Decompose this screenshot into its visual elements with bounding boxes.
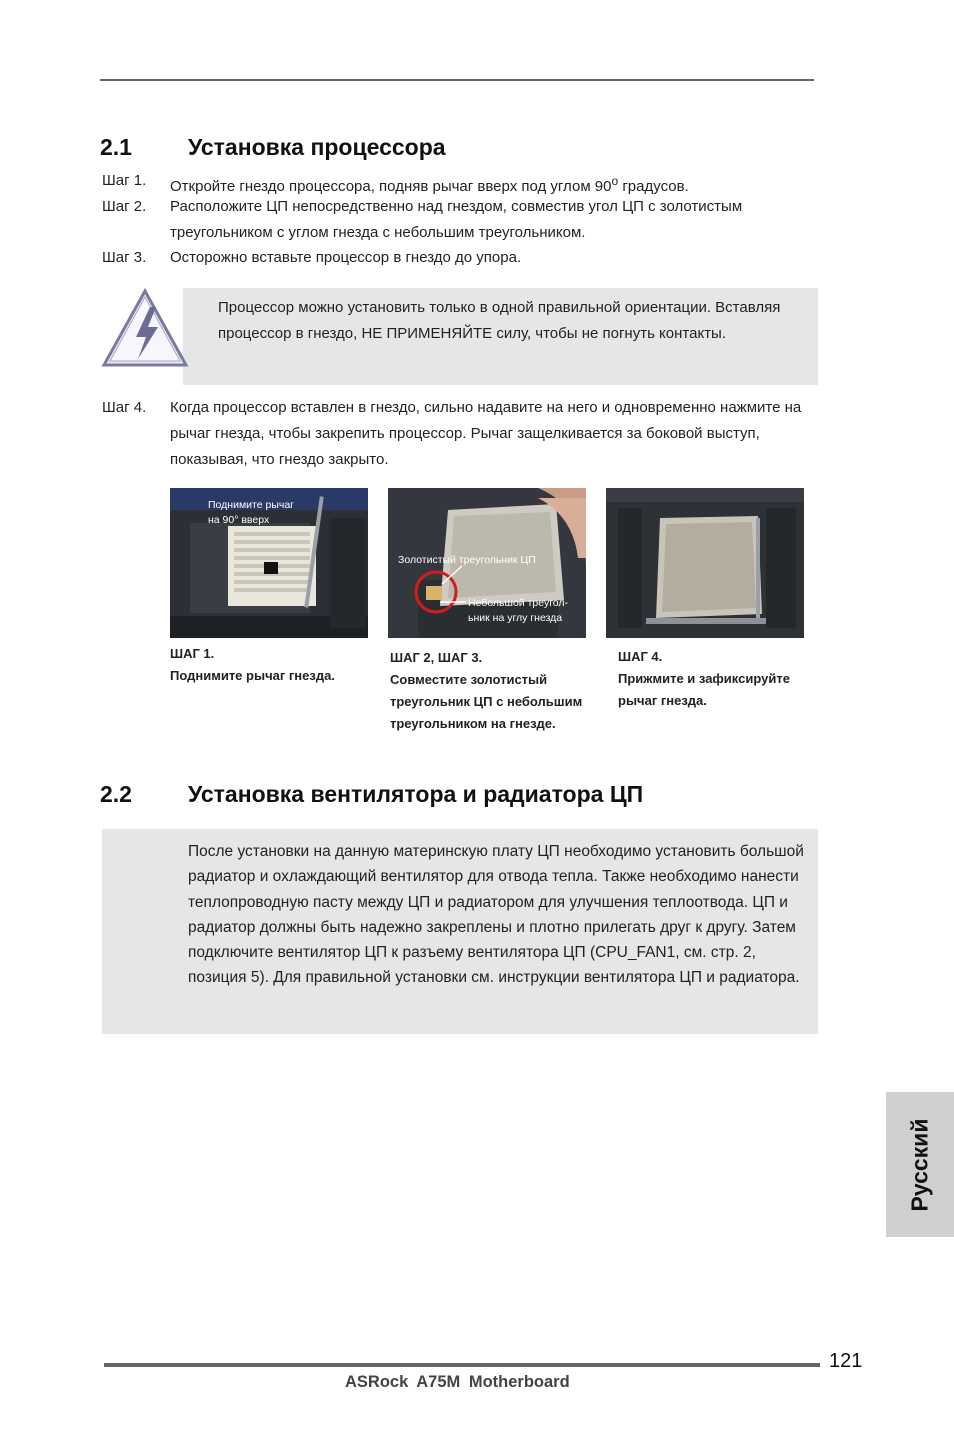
photo-overlay-small xyxy=(468,596,568,626)
caption-step-4 xyxy=(618,646,790,712)
section-2-2-body-box xyxy=(102,829,818,1034)
caption-step-1 xyxy=(170,643,335,687)
step-3 xyxy=(102,245,822,271)
step-1-text: Откройте гнездо процессора, подняв рычаг вверх под углом 90 xyxy=(170,178,612,195)
step-1-text-after: градусов. xyxy=(618,178,689,195)
section-2-2-body-text: После установки на данную материнскую плату ЦП необходимо установить большой радиатор и охлаждающий вентилятор для отвода тепла. Также необходимо нанести теплопроводную пасту между ЦП и радиатором для улучшения теплоотвода. ЦП и радиатор должны быть надежно закреплены и плотно прилегать друг к другу. Затем подключите вентилятор ЦП к разъему вентилятора ЦП (CPU_FAN1, см. стр. 2, позиция 5). Для правильной установки см. инструкции вентилятора ЦП и радиатора. xyxy=(188,843,804,987)
section-title: Установка вентилятора и радиатора ЦП xyxy=(188,781,644,807)
caption-line: Совместите золотистый xyxy=(390,672,548,687)
step-2 xyxy=(102,194,822,246)
overlay-line: ьник на углу гнезда xyxy=(468,612,563,624)
overlay-line: Небольшой треугол- xyxy=(468,597,569,609)
warning-lightning-icon xyxy=(100,285,190,369)
step-label: Шаг 3. xyxy=(102,249,147,266)
caption-line: Прижмите и зафиксируйте xyxy=(618,671,790,686)
section-number: 2.2 xyxy=(100,781,132,807)
photo-step-1 xyxy=(170,488,368,638)
caption-title: ШАГ 4. xyxy=(618,649,663,664)
section-title: Установка процессора xyxy=(188,134,446,160)
degree-sup: o xyxy=(611,174,619,188)
section-number: 2.1 xyxy=(100,134,132,160)
overlay-line: на 90° вверх xyxy=(208,514,270,526)
step-text: Расположите ЦП непосредственно над гнездом, совместив угол ЦП с золотистым треугольником с углом гнезда с небольшим треугольником. xyxy=(170,198,743,241)
top-rule xyxy=(100,79,814,81)
section-heading-2-2 xyxy=(100,781,643,808)
caption-line: треугольником на гнезде. xyxy=(390,716,556,731)
photo-overlay-gold: Золотистый треугольник ЦП xyxy=(398,554,536,566)
language-side-tab xyxy=(886,1092,954,1237)
photo-step-4 xyxy=(606,488,804,638)
caption-step-2-3 xyxy=(390,647,582,735)
warning-text: Процессор можно установить только в одной правильной ориентации. Вставляя процессор в гнездо, НЕ ПРИМЕНЯЙТЕ силу, чтобы не погнуть контакты. xyxy=(218,299,781,342)
caption-title: ШАГ 1. xyxy=(170,646,215,661)
language-label: Русский xyxy=(906,1118,933,1211)
step-label: Шаг 4. xyxy=(102,399,147,416)
step-label: Шаг 1. xyxy=(102,172,147,189)
step-text: Когда процессор вставлен в гнездо, сильно надавите на него и одновременно нажмите на рычаг гнезда, чтобы закрепить процессор. Рычаг защелкивается за боковой выступ, показывая, что гнездо закрыто. xyxy=(170,399,802,468)
section-heading-2-1 xyxy=(100,134,446,161)
page-number: 121 xyxy=(829,1350,863,1372)
footer-rule xyxy=(104,1363,820,1367)
photo-step-2-3 xyxy=(388,488,586,638)
step-4 xyxy=(102,395,822,473)
caption-title: ШАГ 2, ШАГ 3. xyxy=(390,650,483,665)
caption-line: Поднимите рычаг гнезда. xyxy=(170,668,335,683)
overlay-line: Поднимите рычаг xyxy=(208,499,295,511)
caption-line: треугольник ЦП с небольшим xyxy=(390,694,583,709)
caption-line: рычаг гнезда. xyxy=(618,693,707,708)
photo-overlay-label xyxy=(208,498,294,528)
socket-closed-illustration xyxy=(606,488,804,638)
footer-product-name: ASRock A75M Motherboard xyxy=(345,1373,570,1391)
warning-note-box xyxy=(183,288,818,385)
step-label: Шаг 2. xyxy=(102,198,147,215)
step-text: Осторожно вставьте процессор в гнездо до упора. xyxy=(170,249,522,266)
